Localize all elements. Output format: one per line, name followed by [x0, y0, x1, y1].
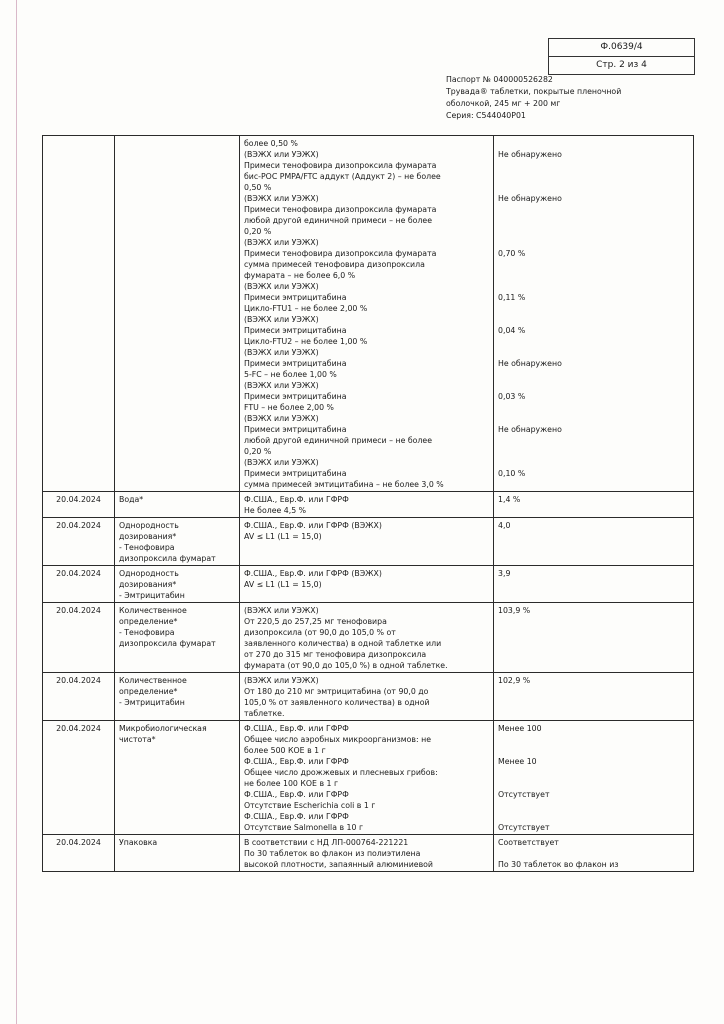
passport-header — [446, 74, 686, 122]
test-result-line: Отсутствует — [498, 823, 550, 832]
test-requirement-line: 105,0 % от заявленного количества) в одной — [244, 698, 430, 707]
batch-number: Серия: C544040P01 — [446, 111, 526, 120]
test-requirement-line: Не более 4,5 % — [244, 506, 307, 515]
test-parameter-line: - Тенофовира — [119, 543, 175, 552]
test-requirement-line: (ВЭЖХ или УЭЖХ) — [244, 194, 319, 203]
test-result-line: По 30 таблеток во флакон из — [498, 860, 619, 869]
test-requirement-line: бис-POC PMPA/FTC аддукт (Аддукт 2) – не более — [244, 172, 441, 181]
test-parameter — [115, 136, 240, 492]
test-requirement-line: 0,20 % — [244, 447, 272, 456]
test-result-line — [498, 848, 689, 859]
test-parameter-line: - Эмтрицитабин — [119, 698, 185, 707]
test-result-line — [498, 457, 689, 468]
test-result-line — [498, 270, 689, 281]
test-parameter-line: чистота* — [119, 735, 156, 744]
test-result-line: 103,9 % — [498, 606, 531, 615]
test-parameter-line: дозирования* — [119, 532, 177, 541]
test-result-line — [498, 182, 689, 193]
test-parameter-line: дозирования* — [119, 580, 177, 589]
test-result-line: 0,04 % — [498, 326, 526, 335]
test-result — [494, 835, 694, 872]
table-row — [43, 136, 694, 492]
test-result-line — [498, 811, 689, 822]
test-requirement-line: Ф.США., Евр.Ф. или ГФРФ (ВЭЖХ) — [244, 521, 382, 530]
table-row — [43, 518, 694, 566]
test-result-line — [498, 435, 689, 446]
test-parameter-line: определение* — [119, 617, 178, 626]
table-row — [43, 673, 694, 721]
test-date — [43, 136, 115, 492]
test-requirement-line: заявленного количества) в одной таблетке или — [244, 639, 442, 648]
test-parameter — [115, 603, 240, 673]
test-result-line — [498, 281, 689, 292]
test-requirement-line: Общее число дрожжевых и плесневых грибов: — [244, 768, 438, 777]
test-parameter — [115, 518, 240, 566]
test-requirement — [240, 492, 494, 518]
test-result-line — [498, 446, 689, 457]
test-parameter-line: Однородность — [119, 521, 179, 530]
test-requirement — [240, 518, 494, 566]
test-parameter — [115, 721, 240, 835]
test-result-line: Не обнаружено — [498, 359, 562, 368]
test-requirement — [240, 136, 494, 492]
test-requirement-line: Ф.США., Евр.Ф. или ГФРФ — [244, 790, 349, 799]
test-requirement-line: Ф.США., Евр.Ф. или ГФРФ — [244, 757, 349, 766]
test-requirement-line: Отсутствие Escherichia coli в 1 г — [244, 801, 376, 810]
test-result-line — [498, 215, 689, 226]
test-requirement-line: (ВЭЖХ или УЭЖХ) — [244, 315, 319, 324]
test-requirement-line: (ВЭЖХ или УЭЖХ) — [244, 458, 319, 467]
product-dosage: оболочкой, 245 мг + 200 мг — [446, 99, 561, 108]
test-requirement-line: более 500 КОЕ в 1 г — [244, 746, 326, 755]
test-date: 20.04.2024 — [43, 518, 115, 566]
test-parameter — [115, 566, 240, 603]
test-result-line — [498, 800, 689, 811]
test-requirement-line: любой другой единичной примеси – не более — [244, 436, 433, 445]
test-requirement-line: 0,50 % — [244, 183, 272, 192]
test-requirement-line: (ВЭЖХ или УЭЖХ) — [244, 381, 319, 390]
test-requirement-line: Цикло-FTU1 – не более 2,00 % — [244, 304, 368, 313]
test-requirement-line: (ВЭЖХ или УЭЖХ) — [244, 414, 319, 423]
test-result — [494, 136, 694, 492]
test-result-line — [498, 380, 689, 391]
passport-number: Паспорт № 040000526282 — [446, 75, 553, 84]
test-parameter-line: Количественное — [119, 676, 187, 685]
test-parameter-line: - Тенофовира — [119, 628, 175, 637]
test-requirement-line: AV ≤ L1 (L1 = 15,0) — [244, 532, 322, 541]
test-result-line: 1,4 % — [498, 495, 521, 504]
test-result-line — [498, 479, 689, 490]
test-requirement-line: Отсутствие Salmonella в 10 г — [244, 823, 364, 832]
test-date: 20.04.2024 — [43, 492, 115, 518]
test-result-line: 0,11 % — [498, 293, 526, 302]
test-result-line — [498, 402, 689, 413]
test-result-line: 0,10 % — [498, 469, 526, 478]
test-results-table — [42, 135, 694, 872]
test-requirement-line: высокой плотности, запаянный алюминиевой — [244, 860, 434, 869]
test-result-line: 102,9 % — [498, 676, 531, 685]
test-result-line: Соответствует — [498, 838, 559, 847]
test-requirement-line: По 30 таблеток во флакон из полиэтилена — [244, 849, 421, 858]
test-requirement-line: Примеси эмтрицитабина — [244, 469, 347, 478]
test-requirement-line: Примеси тенофовира дизопроксила фумарата — [244, 249, 437, 258]
test-parameter-line: Упаковка — [119, 838, 158, 847]
test-requirement — [240, 721, 494, 835]
test-result-line — [498, 767, 689, 778]
test-requirement-line: (ВЭЖХ или УЭЖХ) — [244, 282, 319, 291]
test-results-body — [43, 136, 694, 872]
test-requirement-line: AV ≤ L1 (L1 = 15,0) — [244, 580, 322, 589]
test-requirement-line: Цикло-FTU2 – не более 1,00 % — [244, 337, 368, 346]
table-row — [43, 603, 694, 673]
test-parameter-line: Однородность — [119, 569, 179, 578]
test-parameter-line: Вода* — [119, 495, 144, 504]
test-result-line — [498, 171, 689, 182]
test-requirement-line: Ф.США., Евр.Ф. или ГФРФ — [244, 495, 349, 504]
test-result — [494, 603, 694, 673]
test-requirement-line: От 180 до 210 мг эмтрицитабина (от 90,0 до — [244, 687, 429, 696]
test-result-line — [498, 778, 689, 789]
test-date: 20.04.2024 — [43, 603, 115, 673]
test-result-line — [498, 314, 689, 325]
test-parameter-line: дизопроксила фумарат — [119, 639, 216, 648]
table-row — [43, 721, 694, 835]
test-requirement-line: Ф.США., Евр.Ф. или ГФРФ (ВЭЖХ) — [244, 569, 382, 578]
test-result-line — [498, 745, 689, 756]
test-requirement-line: любой другой единичной примеси – не более — [244, 216, 433, 225]
test-requirement-line: 0,20 % — [244, 227, 272, 236]
form-code: Ф.0639/4 — [600, 42, 643, 52]
test-result-line — [498, 237, 689, 248]
test-requirement-line: сумма примесей эмтицитабина – не более 3,0 % — [244, 480, 444, 489]
test-requirement-line: Примеси тенофовира дизопроксила фумарата — [244, 205, 437, 214]
table-row — [43, 566, 694, 603]
test-result — [494, 518, 694, 566]
test-result — [494, 492, 694, 518]
test-result-line — [498, 138, 689, 149]
test-requirement-line: более 0,50 % — [244, 139, 298, 148]
test-result-line — [498, 160, 689, 171]
test-result — [494, 673, 694, 721]
test-parameter-line: Количественное — [119, 606, 187, 615]
test-date: 20.04.2024 — [43, 673, 115, 721]
test-requirement — [240, 603, 494, 673]
test-result-line — [498, 259, 689, 270]
product-name: Трувада® таблетки, покрытые пленочной — [446, 87, 622, 96]
test-result-line: 3,9 — [498, 569, 511, 578]
test-date: 20.04.2024 — [43, 835, 115, 872]
test-requirement-line: от 270 до 315 мг тенофовира дизопроксила — [244, 650, 427, 659]
test-requirement-line: В соответствии с НД ЛП-000764-221221 — [244, 838, 409, 847]
page-margin-line — [16, 0, 17, 1024]
test-requirement-line: Примеси тенофовира дизопроксила фумарата — [244, 161, 437, 170]
test-result-line: 4,0 — [498, 521, 511, 530]
test-requirement-line: Примеси эмтрицитабина — [244, 425, 347, 434]
test-requirement-line: (ВЭЖХ или УЭЖХ) — [244, 606, 319, 615]
test-requirement — [240, 566, 494, 603]
test-parameter-line: определение* — [119, 687, 178, 696]
test-requirement-line: Примеси эмтрицитабина — [244, 359, 347, 368]
test-parameter-line: Микробиологическая — [119, 724, 207, 733]
test-requirement-line: фумарата (от 90,0 до 105,0 %) в одной таблетке. — [244, 661, 448, 670]
test-requirement-line: (ВЭЖХ или УЭЖХ) — [244, 150, 319, 159]
test-requirement-line: (ВЭЖХ или УЭЖХ) — [244, 238, 319, 247]
test-date: 20.04.2024 — [43, 721, 115, 835]
test-requirement-line: Примеси эмтрицитабина — [244, 293, 347, 302]
test-result-line — [498, 226, 689, 237]
test-result-line — [498, 336, 689, 347]
test-requirement-line: дизопроксила (от 90,0 до 105,0 % от — [244, 628, 396, 637]
test-result-line — [498, 734, 689, 745]
page-number: Стр. 2 из 4 — [549, 56, 694, 74]
test-parameter — [115, 673, 240, 721]
test-parameter-line: дизопроксила фумарат — [119, 554, 216, 563]
test-requirement-line: Ф.США., Евр.Ф. или ГФРФ — [244, 812, 349, 821]
test-requirement-line: Примеси эмтрицитабина — [244, 326, 347, 335]
test-result-line — [498, 303, 689, 314]
table-row — [43, 835, 694, 872]
test-requirement-line: Ф.США., Евр.Ф. или ГФРФ — [244, 724, 349, 733]
test-result — [494, 721, 694, 835]
test-result-line: Не обнаружено — [498, 150, 562, 159]
test-requirement-line: Примеси эмтрицитабина — [244, 392, 347, 401]
test-result-line — [498, 347, 689, 358]
test-requirement-line: таблетке. — [244, 709, 285, 718]
test-result-line: 0,03 % — [498, 392, 526, 401]
test-parameter-line: - Эмтрицитабин — [119, 591, 185, 600]
test-result-line — [498, 413, 689, 424]
test-requirement-line: Общее число аэробных микроорганизмов: не — [244, 735, 432, 744]
test-requirement — [240, 673, 494, 721]
test-requirement-line: FTU – не более 2,00 % — [244, 403, 334, 412]
test-requirement-line: 5-FC – не более 1,00 % — [244, 370, 337, 379]
test-result-line: Отсутствует — [498, 790, 550, 799]
test-result-line: Не обнаружено — [498, 425, 562, 434]
test-result-line: Менее 100 — [498, 724, 542, 733]
test-requirement-line: (ВЭЖХ или УЭЖХ) — [244, 676, 319, 685]
test-date: 20.04.2024 — [43, 566, 115, 603]
test-result — [494, 566, 694, 603]
test-result-line — [498, 369, 689, 380]
test-parameter — [115, 492, 240, 518]
test-result-line — [498, 204, 689, 215]
test-requirement-line: сумма примесей тенофовира дизопроксила — [244, 260, 425, 269]
test-result-line: 0,70 % — [498, 249, 526, 258]
test-requirement-line: не более 100 КОЕ в 1 г — [244, 779, 339, 788]
form-code-box — [548, 38, 695, 75]
test-requirement-line: От 220,5 до 257,25 мг тенофовира — [244, 617, 387, 626]
test-requirement-line: (ВЭЖХ или УЭЖХ) — [244, 348, 319, 357]
test-result-line: Менее 10 — [498, 757, 537, 766]
table-row — [43, 492, 694, 518]
test-requirement-line: фумарата – не более 6,0 % — [244, 271, 356, 280]
test-parameter — [115, 835, 240, 872]
test-result-line: Не обнаружено — [498, 194, 562, 203]
test-requirement — [240, 835, 494, 872]
